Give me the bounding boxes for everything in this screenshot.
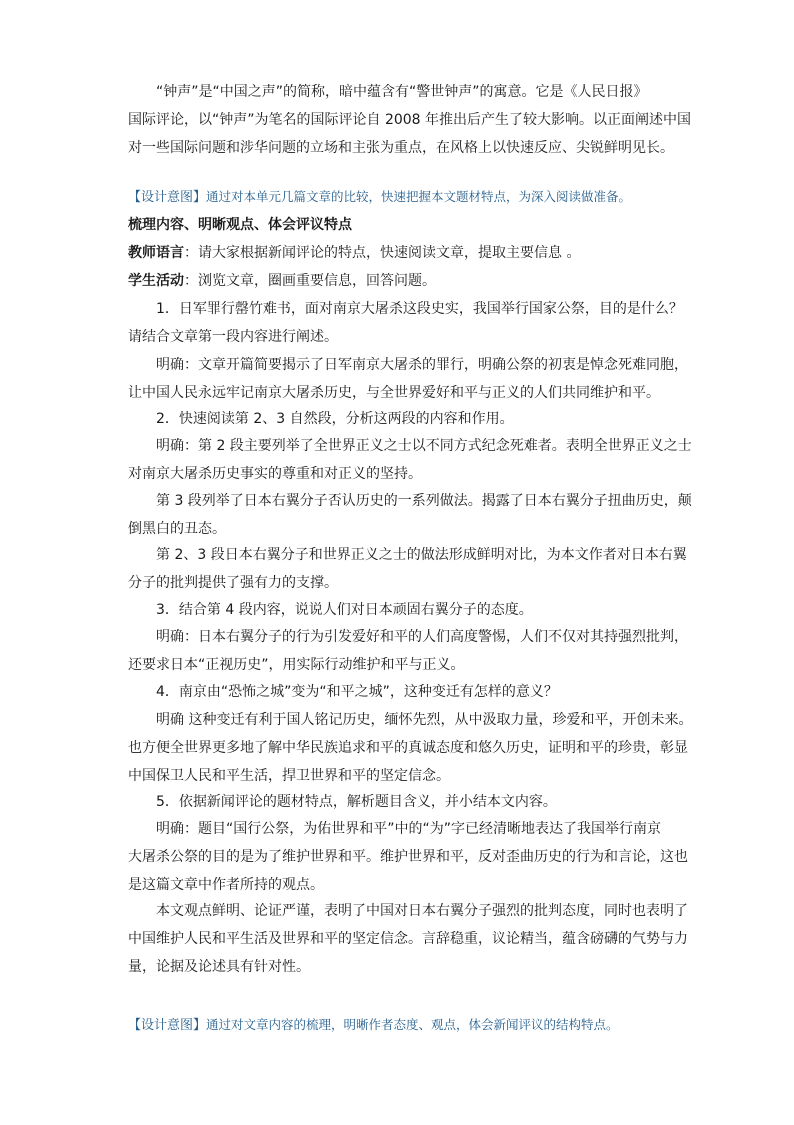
question-1 xyxy=(128,296,698,350)
question-1-line-2: 请结合文章第一段内容进行阐述。 xyxy=(128,329,338,345)
design-intent-text: 通过对文章内容的梳理，明晰作者态度、观点，体会新闻评议的结构特点。 xyxy=(206,1017,619,1032)
student-text: ：浏览文章，圈画重要信息，回答问题。 xyxy=(184,273,436,289)
summary-line-3: 量，论据及论述具有针对性。 xyxy=(128,959,310,975)
intro-paragraph xyxy=(128,79,698,161)
answer-4 xyxy=(128,707,698,789)
teacher-label: 教师语言 xyxy=(128,245,184,261)
answer-4-line-2: 也方便全世界更多地了解中华民族追求和平的真诚态度和悠久历史，证明和平的珍贵，彰显 xyxy=(128,740,688,756)
answer-3 xyxy=(128,624,698,678)
answer-1-line-2: 让中国人民永远牢记南京大屠杀历史，与全世界爱好和平与正义的人们共同维护和平。 xyxy=(128,385,660,401)
answer-3-line-1: 明确：日本右翼分子的行为引发爱好和平的人们高度警惕，人们不仅对其持强烈批判， xyxy=(156,629,688,645)
answer-1-line-1: 明确：文章开篇简要揭示了日军南京大屠杀的罪行，明确公祭的初衷是悼念死难同胞， xyxy=(156,357,688,373)
answer-4-line-1: 明确 这种变迁有利于国人铭记历史，缅怀先烈，从中汲取力量，珍爱和平，开创未来。 xyxy=(156,712,693,728)
summary-paragraph xyxy=(128,898,698,980)
answer-2-paragraph-2 xyxy=(128,488,698,542)
question-3: 3．结合第 4 段内容，说说人们对日本顽固右翼分子的态度。 xyxy=(156,602,533,618)
design-intent-label: 【设计意图】 xyxy=(128,1018,207,1033)
answer-2-paragraph-3 xyxy=(128,542,698,596)
teacher-language xyxy=(128,240,698,266)
intro-line-2: 国际评论，以“钟声”为笔名的国际评论自 2008 年推出后产生了较大影响。以正面阐述中国 xyxy=(128,112,692,128)
answer-2 xyxy=(128,433,698,487)
answer-5-line-2: 大屠杀公祭的目的是为了维护世界和平。维护世界和平，反对歪曲历史的行为和言论，这也 xyxy=(128,849,688,865)
answer-5-line-3: 是这篇文章中作者所持的观点。 xyxy=(128,877,324,893)
question-4: 4．南京由“恐怖之城”变为“和平之城”，这种变迁有怎样的意义？ xyxy=(156,684,558,700)
design-intent-1 xyxy=(128,185,728,210)
answer-2-line-1: 明确：第 2 段主要列举了全世界正义之士以不同方式纪念死难者。表明全世界正义之士 xyxy=(156,438,692,454)
answer-2b-line-2: 倒黑白的丑态。 xyxy=(128,521,226,537)
answer-4-line-3: 中国保卫人民和平生活，捍卫世界和平的坚定信念。 xyxy=(128,768,450,784)
answer-3-line-2: 还要求日本“正视历史”，用实际行动维护和平与正义。 xyxy=(128,657,465,673)
question-2: 2．快速阅读第 2、3 自然段，分析这两段的内容和作用。 xyxy=(156,411,514,427)
summary-line-1: 本文观点鲜明、论证严谨，表明了中国对日本右翼分子强烈的批判态度，同时也表明了 xyxy=(156,903,688,919)
answer-2c-line-2: 分子的批判提供了强有力的支撑。 xyxy=(128,575,338,591)
answer-5 xyxy=(128,816,698,898)
question-5: 5．依据新闻评论的题材特点，解析题目含义，并小结本文内容。 xyxy=(156,794,557,810)
student-label: 学生活动 xyxy=(128,273,184,289)
answer-1 xyxy=(128,352,698,406)
section-heading: 梳理内容、明晰观点、体会评议特点 xyxy=(128,217,352,233)
teacher-text: ：请大家根据新闻评论的特点，快速阅读文章，提取主要信息 。 xyxy=(184,245,581,261)
answer-2-line-2: 对南京大屠杀历史事实的尊重和对正义的坚持。 xyxy=(128,466,422,482)
design-intent-2 xyxy=(128,1013,728,1038)
design-intent-text: 通过对本单元几篇文章的比较，快速把握本文题材特点，为深入阅读做准备。 xyxy=(206,189,632,204)
intro-line-1: “钟声”是“中国之声”的简称，暗中蕴含有“警世钟声”的寓意。它是《人民日报》 xyxy=(156,84,648,100)
summary-line-2: 中国维护人民和平生活及世界和平的坚定信念。言辞稳重，议论精当，蕴含磅礴的气势与力 xyxy=(128,931,688,947)
question-1-line-1: 1．日军罪行罄竹难书，面对南京大屠杀这段史实，我国举行国家公祭，目的是什么？ xyxy=(156,301,683,317)
student-activity xyxy=(128,268,698,294)
answer-5-line-1: 明确：题目“国行公祭，为佑世界和平”中的“为”字已经清晰地表达了我国举行南京 xyxy=(156,821,662,837)
design-intent-label: 【设计意图】 xyxy=(128,190,207,205)
intro-line-3: 对一些国际问题和涉华问题的立场和主张为重点，在风格上以快速反应、尖锐鲜明见长。 xyxy=(128,140,674,156)
answer-2c-line-1: 第 2、3 段日本右翼分子和世界正义之士的做法形成鲜明对比，为本文作者对日本右翼 xyxy=(156,547,687,563)
answer-2b-line-1: 第 3 段列举了日本右翼分子否认历史的一系列做法。揭露了日本右翼分子扭曲历史，颠 xyxy=(156,493,692,509)
